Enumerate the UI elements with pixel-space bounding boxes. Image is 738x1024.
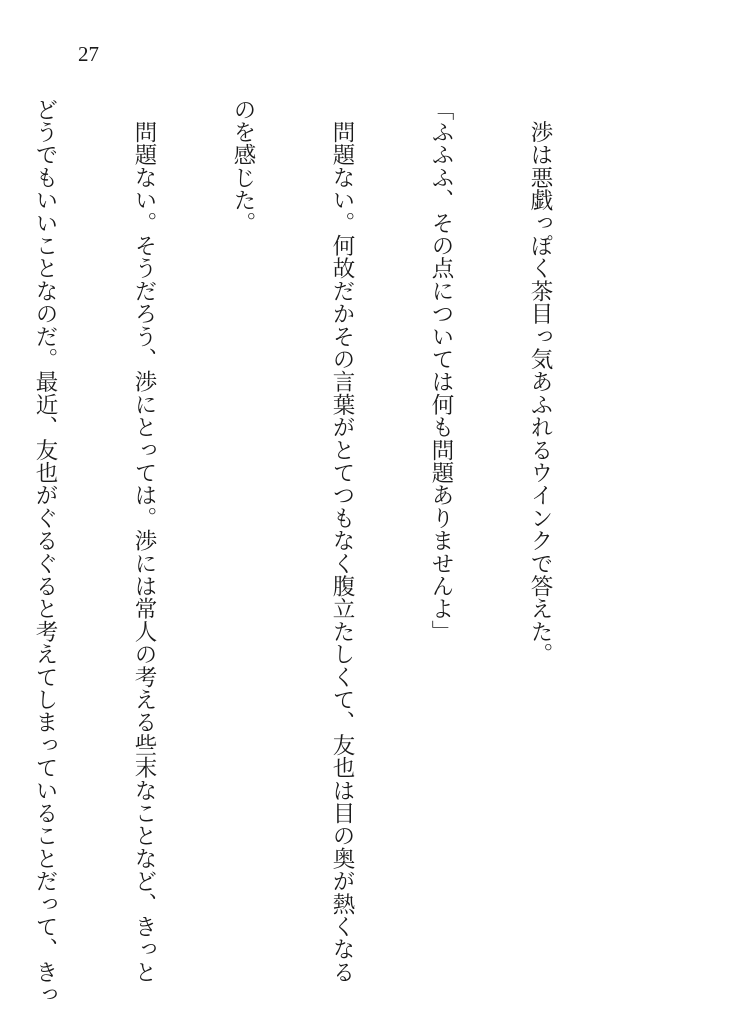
page-number: 27 — [78, 42, 99, 66]
body-text — [0, 98, 622, 1006]
text-line: どうでもいいことなのだ。最近、友也がぐるぐると考えてしまっていることだって、きっ — [32, 98, 58, 1006]
text-line: 問題ない。何故だかその言葉がとてつもなく腹立たしくて、友也は目の奥が熱くなる — [329, 98, 355, 984]
text-line: のを感じた。 — [230, 98, 256, 235]
text-line: 「ふふふ、その点については何も問題ありませんよ」 — [428, 98, 454, 643]
text-line: 渉は悪戯っぽく茶目っ気あふれるウインクで答えた。 — [527, 98, 553, 666]
text-line: 問題ない。そうだろう、渉にとっては。渉には常人の考える些末なことなど、きっと — [131, 98, 157, 984]
